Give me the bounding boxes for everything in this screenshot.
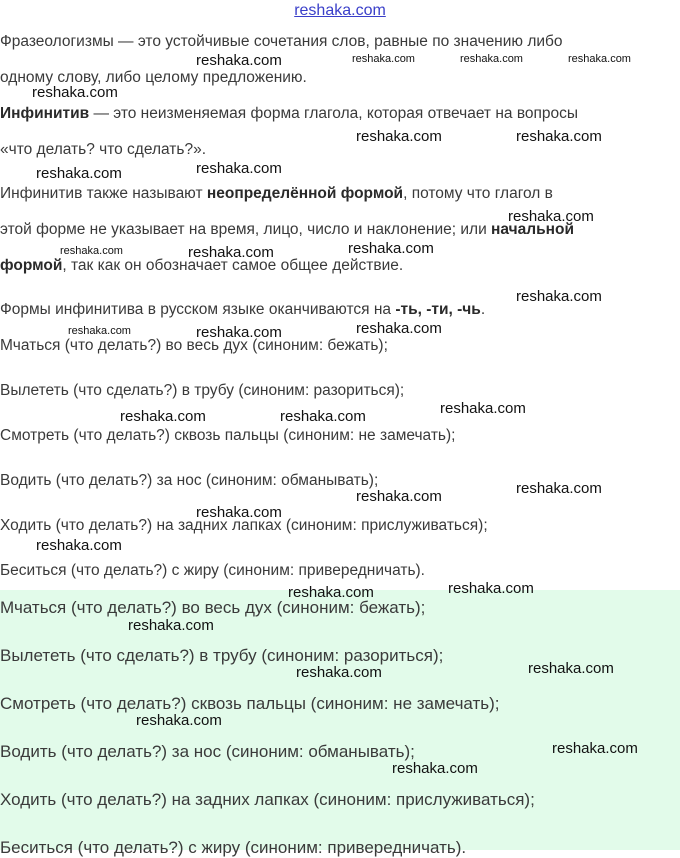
watermark: reshaka.com: [136, 712, 222, 729]
watermark: reshaka.com: [196, 52, 282, 69]
watermark: reshaka.com: [196, 504, 282, 521]
term-infinitive: Инфинитив: [0, 105, 90, 122]
watermark: reshaka.com: [60, 245, 123, 257]
watermark: reshaka.com: [516, 288, 602, 305]
watermark: reshaka.com: [568, 53, 631, 65]
example-item: Мчаться (что делать?) во весь дух (синоним: бежать);: [0, 337, 388, 354]
watermark: reshaka.com: [552, 740, 638, 757]
intro-line: Фразеологизмы — это устойчивые сочетания слов, равные по значению либо: [0, 33, 563, 50]
intro-line: [0, 105, 578, 123]
watermark: reshaka.com: [296, 664, 382, 681]
watermark: reshaka.com: [460, 53, 523, 65]
watermark: reshaka.com: [32, 84, 118, 101]
text-fragment: Формы инфинитива в русском языке оканчиваются на: [0, 301, 396, 318]
answer-item: Мчаться (что делать?) во весь дух (синоним: бежать);: [0, 598, 426, 617]
intro-line: [0, 301, 485, 319]
watermark: reshaka.com: [280, 408, 366, 425]
watermark: reshaka.com: [288, 584, 374, 601]
text-fragment: .: [480, 301, 486, 318]
text-fragment: , так как он обозначает самое общее действие.: [62, 257, 404, 274]
example-item: Водить (что делать?) за нос (синоним: обманывать);: [0, 472, 379, 489]
watermark: reshaka.com: [392, 760, 478, 777]
intro-line: одному слову, либо целому предложению.: [0, 69, 307, 86]
answer-item: Ходить (что делать?) на задних лапках (синоним: прислуживаться);: [0, 790, 535, 809]
watermark: reshaka.com: [356, 128, 442, 145]
watermark: reshaka.com: [440, 400, 526, 417]
definition-text: — это неизменяемая форма глагола, которая отвечает на вопросы: [89, 105, 579, 122]
watermark: reshaka.com: [448, 580, 534, 597]
watermark: reshaka.com: [36, 165, 122, 182]
watermark: reshaka.com: [196, 324, 282, 341]
answer-panel: [0, 590, 680, 857]
text-fragment: , потому что глагол в: [403, 185, 553, 202]
answer-item: Беситься (что делать?) с жиру (синоним: привередничать).: [0, 838, 467, 857]
watermark: reshaka.com: [128, 617, 214, 634]
text-fragment: Инфинитив также называют: [0, 185, 207, 202]
site-brand-link[interactable]: reshaka.com: [294, 2, 386, 19]
watermark: reshaka.com: [68, 325, 131, 337]
watermark: reshaka.com: [36, 537, 122, 554]
watermark: reshaka.com: [352, 53, 415, 65]
intro-line: «что делать? что сделать?».: [0, 141, 206, 158]
term-indefinite-form: неопределённой формой: [206, 185, 404, 202]
watermark: reshaka.com: [356, 320, 442, 337]
term-form: формой: [0, 257, 63, 274]
watermark: reshaka.com: [196, 160, 282, 177]
example-item: Ходить (что делать?) на задних лапках (синоним: прислуживаться);: [0, 517, 488, 534]
watermark: reshaka.com: [356, 488, 442, 505]
intro-line: [0, 221, 574, 239]
watermark: reshaka.com: [348, 240, 434, 257]
answer-item: Вылететь (что сделать?) в трубу (синоним: разориться);: [0, 646, 444, 665]
watermark: reshaka.com: [528, 660, 614, 677]
term-initial: начальной: [491, 221, 574, 238]
text-fragment: этой форме не указывает на время, лицо, число и наклонение; или: [0, 221, 492, 238]
watermark: reshaka.com: [508, 208, 594, 225]
watermark: reshaka.com: [516, 128, 602, 145]
answer-item: Смотреть (что делать?) сквозь пальцы (синоним: не замечать);: [0, 694, 500, 713]
watermark: reshaka.com: [120, 408, 206, 425]
example-item: Беситься (что делать?) с жиру (синоним: привередничать).: [0, 562, 425, 579]
answer-item: Водить (что делать?) за нос (синоним: обманывать);: [0, 742, 415, 761]
intro-line: [0, 185, 553, 203]
term-endings: -ть, -ти, -чь: [395, 301, 481, 318]
watermark: reshaka.com: [188, 244, 274, 261]
watermark: reshaka.com: [516, 480, 602, 497]
example-item: Вылететь (что сделать?) в трубу (синоним: разориться);: [0, 382, 405, 399]
example-item: Смотреть (что делать?) сквозь пальцы (синоним: не замечать);: [0, 427, 456, 444]
